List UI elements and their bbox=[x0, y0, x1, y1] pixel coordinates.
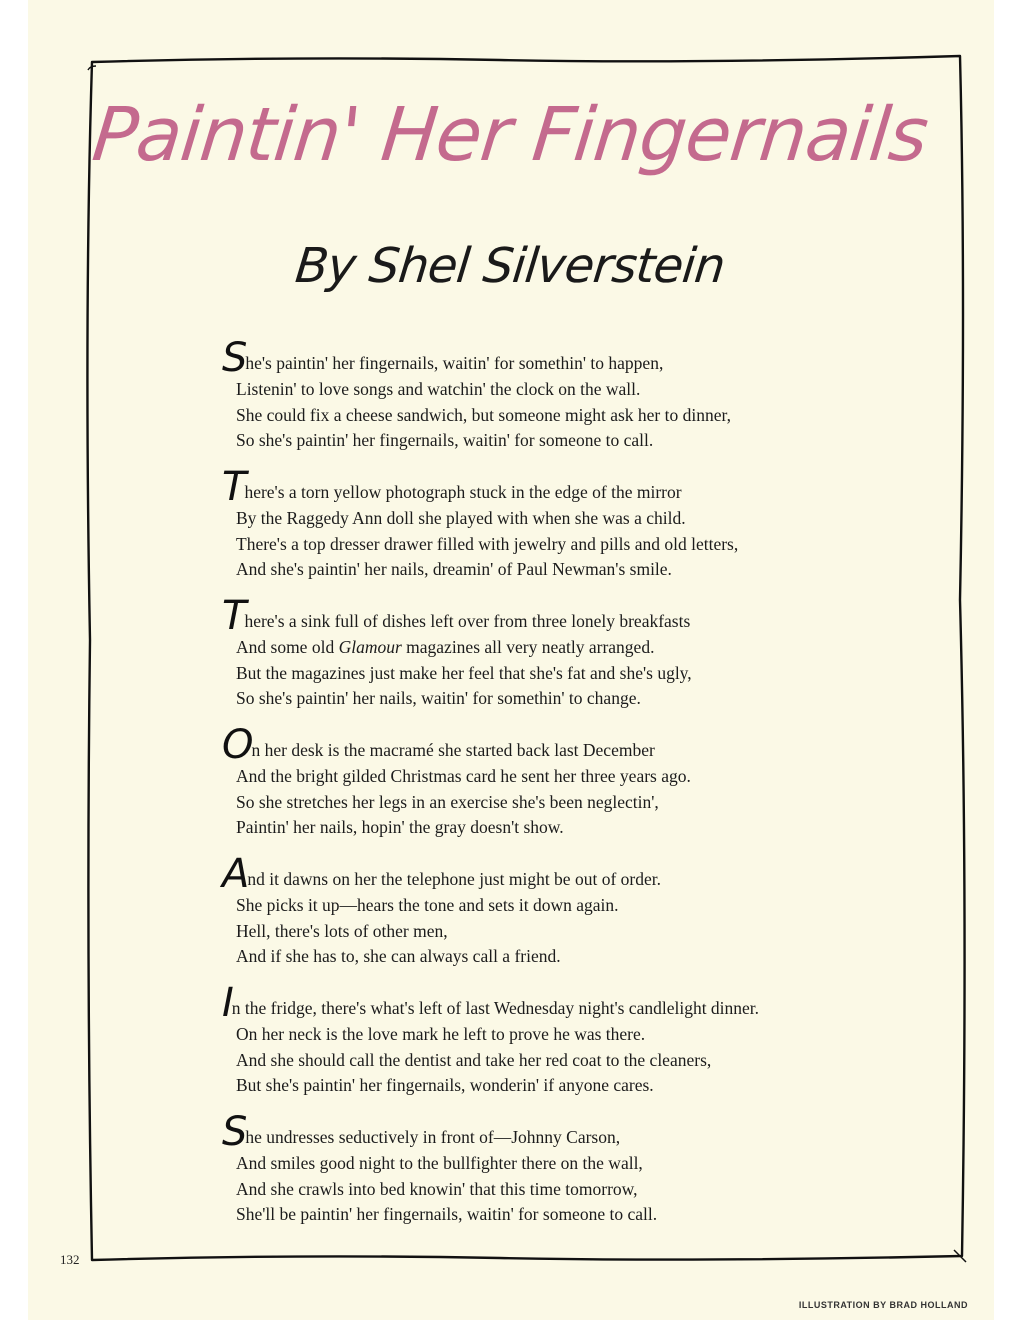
poem-line: Listenin' to love songs and watchin' the clock on the wall. bbox=[236, 378, 641, 399]
poem-line: Paintin' her nails, hopin' the gray doesn't show. bbox=[236, 817, 564, 838]
illustration-credit: ILLUSTRATION BY BRAD HOLLAND bbox=[798, 1300, 968, 1310]
stanza-5 bbox=[222, 851, 930, 993]
poem-line: So she's paintin' her nails, waitin' for somethin' to change. bbox=[236, 688, 641, 709]
poem-line: So she stretches her legs in an exercise she's been neglectin', bbox=[236, 791, 659, 812]
poem-line: There's a torn yellow photograph stuck in the edge of the mirror bbox=[222, 464, 682, 510]
poem-line: By the Raggedy Ann doll she played with when she was a child. bbox=[236, 507, 686, 528]
magazine-title: Glamour bbox=[338, 636, 402, 657]
poem-line: And smiles good night to the bullfighter there on the wall, bbox=[236, 1152, 643, 1173]
stanza-4 bbox=[222, 722, 930, 864]
poem-line: There's a sink full of dishes left over from three lonely breakfasts bbox=[222, 593, 691, 639]
poem-line: So she's paintin' her fingernails, waitin' for someone to call. bbox=[236, 430, 654, 451]
poem-line: And if she has to, she can always call a friend. bbox=[236, 946, 561, 967]
poem-title: Paintin' Her Fingernails bbox=[88, 92, 932, 178]
stanza-3 bbox=[222, 593, 930, 735]
drop-cap: I bbox=[222, 980, 234, 1026]
author-byline: By Shel Silverstein bbox=[292, 238, 728, 294]
drop-cap: S bbox=[222, 1109, 248, 1155]
drop-cap: A bbox=[222, 851, 250, 897]
poem-line: She's paintin' her fingernails, waitin' for somethin' to happen, bbox=[222, 335, 664, 381]
stanza-2 bbox=[222, 464, 930, 606]
poem-line: On her neck is the love mark he left to prove he was there. bbox=[236, 1023, 646, 1044]
poem-line: And she should call the dentist and take her red coat to the cleaners, bbox=[236, 1049, 712, 1070]
poem-line: And the bright gilded Christmas card he sent her three years ago. bbox=[236, 765, 691, 786]
poem-line: She undresses seductively in front of—Johnny Carson, bbox=[222, 1109, 621, 1155]
poem-line: She picks it up—hears the tone and sets it down again. bbox=[236, 894, 619, 915]
poem-line: She'll be paintin' her fingernails, waitin' for someone to call. bbox=[236, 1204, 658, 1225]
poem-line: And she crawls into bed knowin' that this time tomorrow, bbox=[236, 1178, 638, 1199]
poem-line: And it dawns on her the telephone just might be out of order. bbox=[222, 851, 661, 897]
page-number: 132 bbox=[60, 1252, 80, 1267]
stanza-7 bbox=[222, 1109, 930, 1251]
poem-line: In the fridge, there's what's left of last Wednesday night's candlelight dinner. bbox=[222, 980, 760, 1026]
stanza-6 bbox=[222, 980, 930, 1122]
drop-cap: S bbox=[222, 335, 248, 381]
poem-body bbox=[222, 335, 930, 1251]
stanza-1 bbox=[222, 335, 930, 477]
poem-line: There's a top dresser drawer filled with jewelry and pills and old letters, bbox=[236, 533, 739, 554]
poem-line: She could fix a cheese sandwich, but someone might ask her to dinner, bbox=[236, 404, 732, 425]
drop-cap: T bbox=[222, 593, 247, 639]
poem-line: And she's paintin' her nails, dreamin' of Paul Newman's smile. bbox=[236, 559, 672, 580]
poem-line: But she's paintin' her fingernails, wonderin' if anyone cares. bbox=[236, 1075, 654, 1096]
poem-line: But the magazines just make her feel that she's fat and she's ugly, bbox=[236, 662, 692, 683]
poem-line: And some old Glamour magazines all very neatly arranged. bbox=[236, 636, 655, 657]
poem-line: On her desk is the macramé she started back last December bbox=[222, 722, 655, 768]
drop-cap: T bbox=[222, 464, 247, 510]
drop-cap: O bbox=[222, 722, 254, 768]
poem-line: Hell, there's lots of other men, bbox=[236, 920, 448, 941]
